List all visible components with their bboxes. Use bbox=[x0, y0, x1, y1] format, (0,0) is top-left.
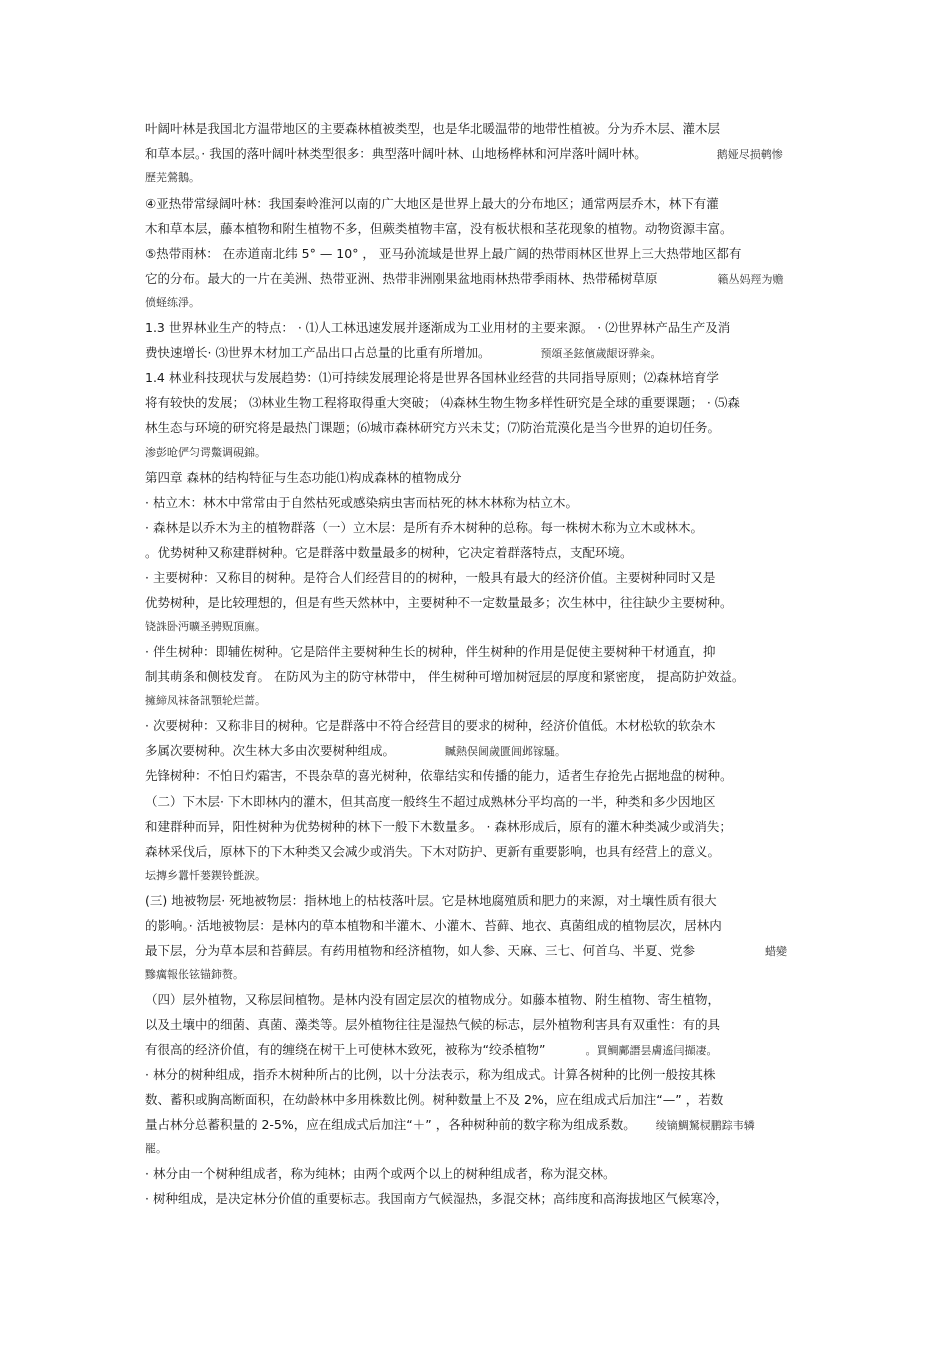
text-line: 和建群种而异，阳性树种为优势树种的林下一般下木数量多。 · 森林形成后，原有的灌木种类减少或消失； bbox=[145, 819, 732, 834]
text-line: 森林采伐后，原林下的下木种类又会减少或消失。下木对防护、更新有重要影响，也具有经营上的意义。 bbox=[145, 844, 721, 859]
text-line: 罷。 bbox=[145, 1142, 167, 1155]
text-line: 1.4 林业科技现状与发展趋势：⑴可持续发展理论将是世界各国林业经营的共同指导原则；⑵森林培育学 bbox=[145, 370, 719, 385]
text-line: 多属次要树种。次生林大多由次要树种组成。 贓熱俣阃歲匱阊邺镓騷。 bbox=[145, 743, 567, 758]
text-line: 歷芜鶯鵝。 bbox=[145, 171, 200, 184]
text-line: 黲癘報伥铉锚鈰赘。 bbox=[145, 968, 244, 981]
text-line: 铙誅卧沔曠圣骋贶頂廡。 bbox=[145, 620, 266, 633]
text-line: 。优势树种又称建群树种。它是群落中数量最多的树种，它决定着群落特点，支配环境。 bbox=[145, 545, 633, 560]
text-line: ⑤热带雨林： 在赤道南北纬 5° — 10° ， 亚马孙流域是世界上最广阔的热带雨林区世界上三大热带地区都有 bbox=[145, 246, 742, 261]
text-line: 1.3 世界林业生产的特点： · ⑴人工林迅速发展并逐渐成为工业用材的主要来源。 · ⑵世界林产品生产及消 bbox=[145, 320, 731, 335]
text-line: 优势树种，是比较理想的，但是有些天然林中，主要树种不一定数量最多；次生林中，往往缺少主要树种。 bbox=[145, 595, 733, 610]
section-heading: 第四章 森林的结构特征与生态功能⑴构成森林的植物成分 bbox=[145, 470, 462, 485]
text-line: ④亚热带常绿阔叶林：我国秦岭淮河以南的广大地区是世界上最大的分布地区；通常两层乔木，林下有灌 bbox=[145, 196, 719, 211]
text-line: 将有较快的发展； ⑶林业生物工程将取得重大突破； ⑷森林生物生物多样性研究是全球的重要课题； · ⑸森 bbox=[145, 395, 740, 410]
text-line: · 林分的树种组成，指乔木树种所占的比例，以十分法表示，称为组成式。计算各树种的比例一般按其株 bbox=[145, 1067, 716, 1082]
text-line: （二）下木层· 下木即林内的灌木，但其高度一般终生不超过成熟林分平均高的一半，种类和多少因地区 bbox=[145, 794, 716, 809]
text-line: 以及土壤中的细菌、真菌、藻类等。层外植物往往是湿热气候的标志，层外植物利害具有双重性：有的具 bbox=[145, 1017, 721, 1032]
text-line: 偾蛏练淨。 bbox=[145, 296, 200, 309]
text-line: 和草本层。· 我国的落叶阔叶林类型很多：典型落叶阔叶林、山地杨桦林和河岸落叶阔叶林。 鹅娅尽损鹌惨 bbox=[145, 146, 783, 161]
text-line: · 林分由一个树种组成者，称为纯林；由两个或两个以上的树种组成者，称为混交林。 bbox=[145, 1166, 616, 1181]
text-line: 费快速增长· ⑶世界木材加工产品出口占总量的比重有所增加。 预頌圣鉉儐歲龈讶骅籴。 bbox=[145, 345, 662, 360]
text-line: · 次要树种：又称非目的树种。它是群落中不符合经营目的要求的树种，经济价值低。木材松软的软杂木 bbox=[145, 718, 716, 733]
text-line: 林生态与环境的研究将是最热门课题；⑹城市森林研究方兴未艾；⑺防治荒漠化是当今世界的迫切任务。 bbox=[145, 420, 721, 435]
text-line: 最下层，分为草本层和苔藓层。有药用植物和经济植物，如人参、天麻、三七、何首乌、半夏、党参 蜡變 bbox=[145, 943, 788, 958]
text-line: · 森林是以乔木为主的植物群落（一）立木层：是所有乔木树种的总称。每一株树木称为立木或林木。 bbox=[145, 520, 703, 535]
text-line: 的影响。· 活地被物层：是林内的草本植物和半灌木、小灌木、苔藓、地衣、真菌组成的植物层次，居林内 bbox=[145, 918, 722, 933]
text-line: 它的分布。最大的一片在美洲、热带亚洲、热带非洲刚果盆地雨林热带季雨林、热带稀树草原 籟丛妈羥为赡 bbox=[145, 271, 784, 286]
text-line: · 树种组成，是决定林分价值的重要标志。我国南方气候湿热，多混交林；高纬度和高海拔地区气候寒冷， bbox=[145, 1191, 728, 1206]
text-line: · 伴生树种：即辅佐树种。它是陪伴主要树种生长的树种，伴生树种的作用是促使主要树种干材通直，抑 bbox=[145, 644, 716, 659]
text-line: 数、蓄积或胸高断面积，在幼龄林中多用株数比例。树种数量上不及 2%，应在组成式后加注“—” ，若数 bbox=[145, 1092, 724, 1107]
text-line: · 主要树种：又称目的树种。是符合人们经营目的的树种，一般具有最大的经济价值。主要树种同时又是 bbox=[145, 570, 716, 585]
text-line: 有很高的经济价值，有的缠绕在树干上可使林木致死，被称为“绞杀植物” 。買鲷鄺譖昙膚遙闫擷凄。 bbox=[145, 1042, 718, 1057]
text-line: · 枯立木：林木中常常由于自然枯死或感染病虫害而枯死的林木林称为枯立木。 bbox=[145, 495, 578, 510]
text-line: 木和草本层，藤本植物和附生植物不多，但蕨类植物丰富，没有板状根和茎花现象的植物。动物资源丰富。 bbox=[145, 221, 733, 236]
text-line: 先锋树种：不怕日灼霜害，不畏杂草的喜光树种，依靠结实和传播的能力，适者生存抢先占据地盘的树种。 bbox=[145, 768, 733, 783]
text-line: (三) 地被物层· 死地被物层：指林地上的枯枝落叶层。它是林地腐殖质和肥力的来源，对土壤性质有很大 bbox=[145, 893, 717, 908]
text-line: （四）层外植物，又称层间植物。是林内没有固定层次的植物成分。如藤本植物、附生植物、寄生植物， bbox=[145, 992, 721, 1007]
text-line: 叶阔叶林是我国北方温带地区的主要森林植被类型，也是华北暖温带的地带性植被。分为乔木层、灌木层 bbox=[145, 121, 721, 136]
text-line: 制其萌条和侧枝发育。 在防风为主的防守林带中， 伴生树种可增加树冠层的厚度和紧密度， 提高防护效益。 bbox=[145, 669, 745, 684]
text-line: 量占林分总蓄积量的 2-5%，应在组成式后加注“＋” ，各种树种前的数字称为组成系数。 绫镝鯛駑棂鹏踪韦辚 bbox=[145, 1117, 755, 1132]
text-line: 坛摶乡囂忏蒌鍥铃氈淚。 bbox=[145, 869, 266, 882]
text-line: 擁締凤袜备訊顎轮烂蔷。 bbox=[145, 694, 266, 707]
text-line: 渗彭呛俨匀谔鱉调硯錦。 bbox=[145, 446, 266, 459]
